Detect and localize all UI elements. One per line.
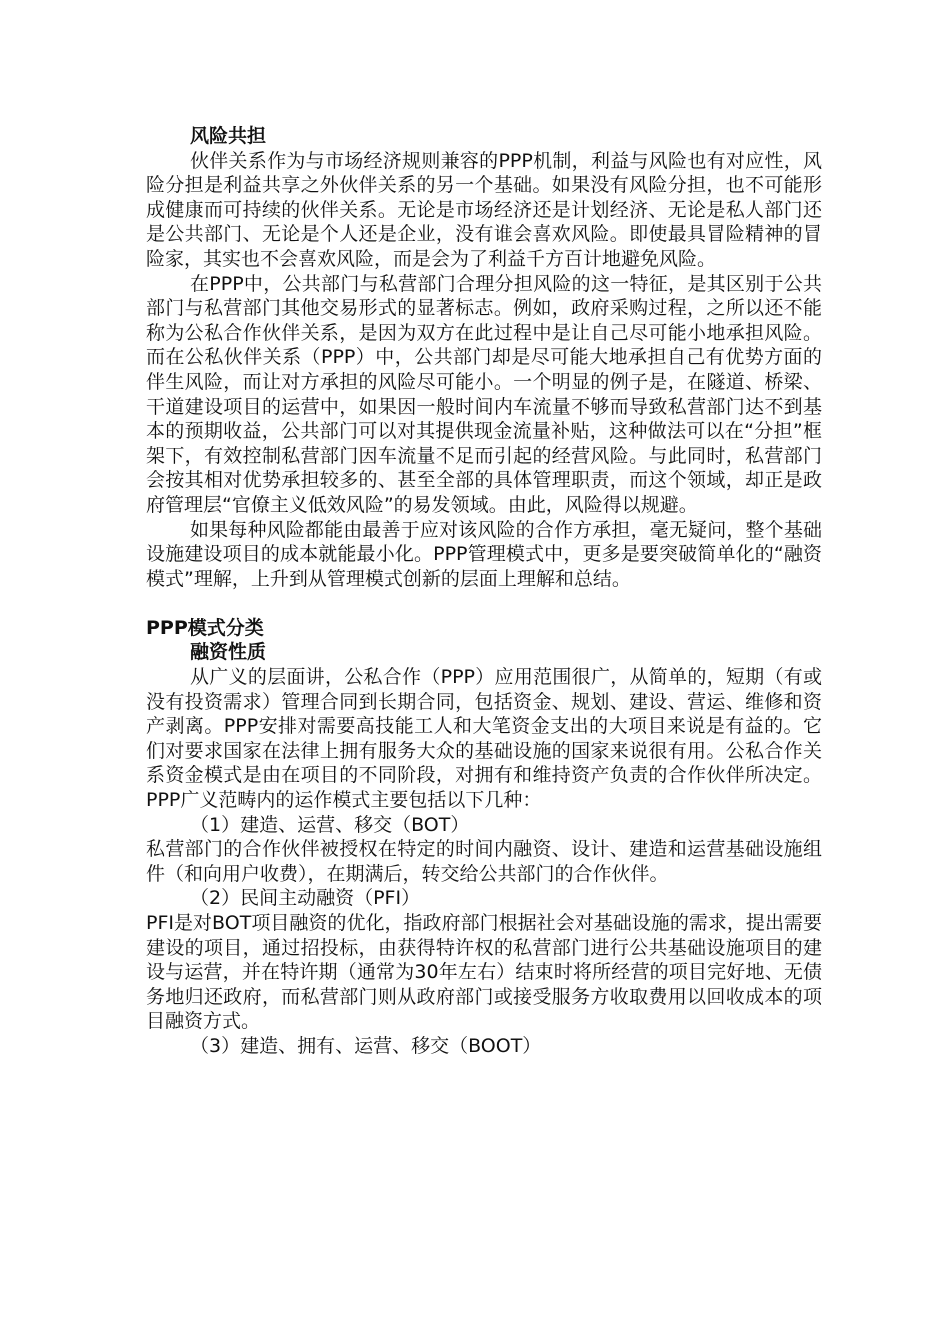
subsection-heading-financing: 融资性质 bbox=[190, 641, 267, 664]
spacer bbox=[146, 591, 822, 616]
section-heading-risk-sharing: 风险共担 bbox=[190, 125, 267, 147]
section-heading-ppp-classification: PPP模式分类 bbox=[146, 616, 264, 639]
document-page bbox=[146, 124, 822, 1059]
item-description-bot: 私营部门的合作伙伴被授权在特定的时间内融资、设计、建造和运营基础设施组件（和向用户收费），在期满后，转交给公共部门的合作伙伴。 bbox=[146, 838, 822, 885]
paragraph: 在PPP中，公共部门与私营部门合理分担风险的这一特征，是其区别于公共部门与私营部门其他交易形式的显著标志。例如，政府采购过程，之所以还不能称为公私合作伙伴关系，是因为双方在此过程中是让自己尽可能小地承担风险。而在公私伙伴关系（PPP）中，公共部门却是尽可能大地承担自己有优势方面的伴生风险，而让对方承担的风险尽可能小。一个明显的例子是，在隧道、桥梁、干道建设项目的运营中，如果因一般时间内车流量不够而导致私营部门达不到基本的预期收益，公共部门可以对其提供现金流量补贴，这种做法可以在“分担”框架下，有效控制私营部门因车流量不足而引起的经营风险。与此同时，私营部门会按其相对优势承担较多的、甚至全部的具体管理职责，而这个领域，却正是政府管理层“官僚主义低效风险”的易发领域。由此，风险得以规避。 bbox=[146, 272, 822, 516]
paragraph: 从广义的层面讲，公私合作（PPP）应用范围很广，从简单的，短期（有或没有投资需求）管理合同到长期合同，包括资金、规划、建设、营运、维修和资产剥离。PPP安排对需要高技能工人和大笔资金支出的大项目来说是有益的。它们对要求国家在法律上拥有服务大众的基础设施的国家来说很有用。公私合作关系资金模式是由在项目的不同阶段，对拥有和维持资产负责的合作伙伴所决定。PPP广义范畴内的运作模式主要包括以下几种： bbox=[146, 666, 822, 812]
item-title-boot: （3）建造、拥有、运营、移交（BOOT） bbox=[190, 1034, 542, 1057]
paragraph: 如果每种风险都能由最善于应对该风险的合作方承担，毫无疑问，整个基础设施建设项目的成本就能最小化。PPP管理模式中，更多是要突破简单化的“融资模式”理解，上升到从管理模式创新的层面上理解和总结。 bbox=[146, 518, 822, 590]
item-description-pfi: PFI是对BOT项目融资的优化，指政府部门根据社会对基础设施的需求，提出需要建设的项目，通过招投标，由获得特许权的私营部门进行公共基础设施项目的建设与运营，并在特许期（通常为30年左右）结束时将所经营的项目完好地、无债务地归还政府，而私营部门则从政府部门或接受服务方收取费用以回收成本的项目融资方式。 bbox=[146, 912, 822, 1033]
item-title-bot: （1）建造、运营、移交（BOT） bbox=[190, 813, 470, 836]
paragraph: 伙伴关系作为与市场经济规则兼容的PPP机制，利益与风险也有对应性，风险分担是利益共享之外伙伴关系的另一个基础。如果没有风险分担，也不可能形成健康而可持续的伙伴关系。无论是市场经济还是计划经济、无论是私人部门还是公共部门、无论是个人还是企业，没有谁会喜欢风险。即使最具冒险精神的冒险家，其实也不会喜欢风险，而是会为了利益千方百计地避免风险。 bbox=[146, 149, 822, 270]
item-title-pfi: （2）民间主动融资（PFI） bbox=[190, 887, 421, 910]
